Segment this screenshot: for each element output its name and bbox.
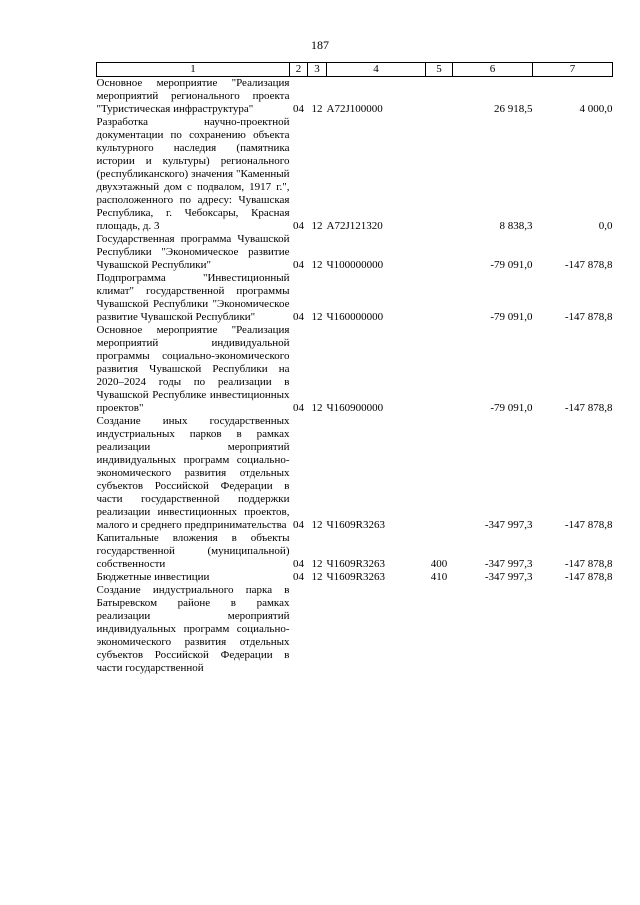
target-article-code: Ч1609R3263 (326, 571, 385, 583)
amount-year-1: 26 918,5 (494, 103, 533, 115)
row-description: Создание иных государственных индустриальных парков в рамках реализации мероприятий индивидуальных программ социально-экономического развития отдельных субъектов Российской Федерации в части государственной поддержки реализации инвестиционных проектов, малого и среднего предпринимательства (96, 415, 290, 531)
expense-type-code: 410 (430, 571, 448, 583)
subsection-code: 12 (311, 220, 323, 232)
expense-type-code (426, 324, 453, 415)
row-description: Подпрограмма "Инвестиционный климат" государственной программы Чувашской Республики "Экономическое развитие Чувашской Республики" (96, 272, 290, 323)
column-header: 5 (426, 63, 453, 77)
row-description: Бюджетные инвестиции (96, 571, 210, 583)
column-header: 1 (97, 63, 290, 77)
amount-year-1: -79 091,0 (490, 311, 533, 323)
amount-year-1: -79 091,0 (490, 402, 533, 414)
table-row (97, 233, 613, 272)
section-code: 04 (293, 402, 304, 414)
amount-year-1: -79 091,0 (490, 259, 533, 271)
subsection-code: 12 (311, 558, 323, 570)
amount-year-2: -147 878,8 (564, 558, 613, 570)
target-article-code: А72J121320 (326, 220, 383, 232)
section-code (290, 584, 308, 675)
table-row (97, 415, 613, 532)
section-code: 04 (293, 103, 304, 115)
page-number: 187 (311, 38, 329, 52)
table-row (97, 324, 613, 415)
subsection-code (308, 584, 327, 675)
row-description: Основное мероприятие "Реализация мероприятий регионального проекта "Туристическая инфраструктура" (96, 77, 290, 115)
amount-year-2: 4 000,0 (579, 103, 613, 115)
column-header: 7 (533, 63, 613, 77)
expense-type-code (426, 272, 453, 324)
amount-year-1: -347 997,3 (484, 571, 533, 583)
table-row (97, 116, 613, 233)
subsection-code: 12 (311, 311, 323, 323)
column-header: 3 (308, 63, 327, 77)
column-header: 6 (453, 63, 533, 77)
amount-year-2: -147 878,8 (564, 571, 613, 583)
row-description: Основное мероприятие "Реализация мероприятий индивидуальной программы социально-экономического развития Чувашской Республики на 2020–2024 годы по реализации в Чувашской Республике инвестиционных проектов" (96, 324, 290, 414)
amount-year-1 (453, 584, 533, 675)
subsection-code: 12 (311, 519, 323, 531)
row-description: Капитальные вложения в объекты государственной (муниципальной) собственности (96, 532, 290, 570)
table-row (97, 532, 613, 571)
amount-year-2: -147 878,8 (564, 519, 613, 531)
expense-type-code (426, 233, 453, 272)
table-header-row (97, 63, 613, 77)
expense-type-code: 400 (430, 558, 448, 570)
table-row (97, 584, 613, 675)
table-row (97, 77, 613, 117)
row-description: Создание индустриального парка в Батыревском районе в рамках реализации мероприятий индивидуальных программ социально-экономического развития отдельных субъектов Российской Федерации в части государственной (96, 584, 290, 674)
target-article-code: А72J100000 (326, 103, 383, 115)
section-code: 04 (293, 571, 304, 583)
amount-year-2: -147 878,8 (564, 402, 613, 414)
budget-table (96, 62, 613, 675)
section-code: 04 (293, 519, 304, 531)
column-header: 2 (290, 63, 308, 77)
amount-year-1: -347 997,3 (484, 519, 533, 531)
expense-type-code (426, 77, 453, 117)
expense-type-code (426, 584, 453, 675)
amount-year-2: -147 878,8 (564, 311, 613, 323)
expense-type-code (426, 116, 453, 233)
row-description: Государственная программа Чувашской Республики "Экономическое развитие Чувашской Республики" (96, 233, 290, 271)
row-description: Разработка научно-проектной документации по сохранению объекта культурного наследия (памятника истории и культуры) регионального (республиканского) значения "Каменный двухэтажный дом с подвалом, 1917 г.", расположенного по адресу: Чувашская Республика, г. Чебоксары, Красная площадь, д. 3 (96, 116, 290, 232)
expense-type-code (426, 415, 453, 532)
subsection-code: 12 (311, 571, 323, 583)
target-article-code: Ч1609R3263 (326, 519, 385, 531)
section-code: 04 (293, 311, 304, 323)
subsection-code: 12 (311, 103, 323, 115)
table-row (97, 571, 613, 584)
target-article-code: Ч100000000 (326, 259, 384, 271)
target-article-code (327, 584, 426, 675)
target-article-code: Ч160900000 (326, 402, 384, 414)
amount-year-2 (533, 584, 613, 675)
amount-year-1: -347 997,3 (484, 558, 533, 570)
target-article-code: Ч160000000 (326, 311, 384, 323)
column-header: 4 (327, 63, 426, 77)
subsection-code: 12 (311, 402, 323, 414)
section-code: 04 (293, 558, 304, 570)
amount-year-2: 0,0 (598, 220, 613, 232)
table-row (97, 272, 613, 324)
subsection-code: 12 (311, 259, 323, 271)
amount-year-1: 8 838,3 (499, 220, 533, 232)
section-code: 04 (293, 220, 304, 232)
amount-year-2: -147 878,8 (564, 259, 613, 271)
target-article-code: Ч1609R3263 (326, 558, 385, 570)
section-code: 04 (293, 259, 304, 271)
